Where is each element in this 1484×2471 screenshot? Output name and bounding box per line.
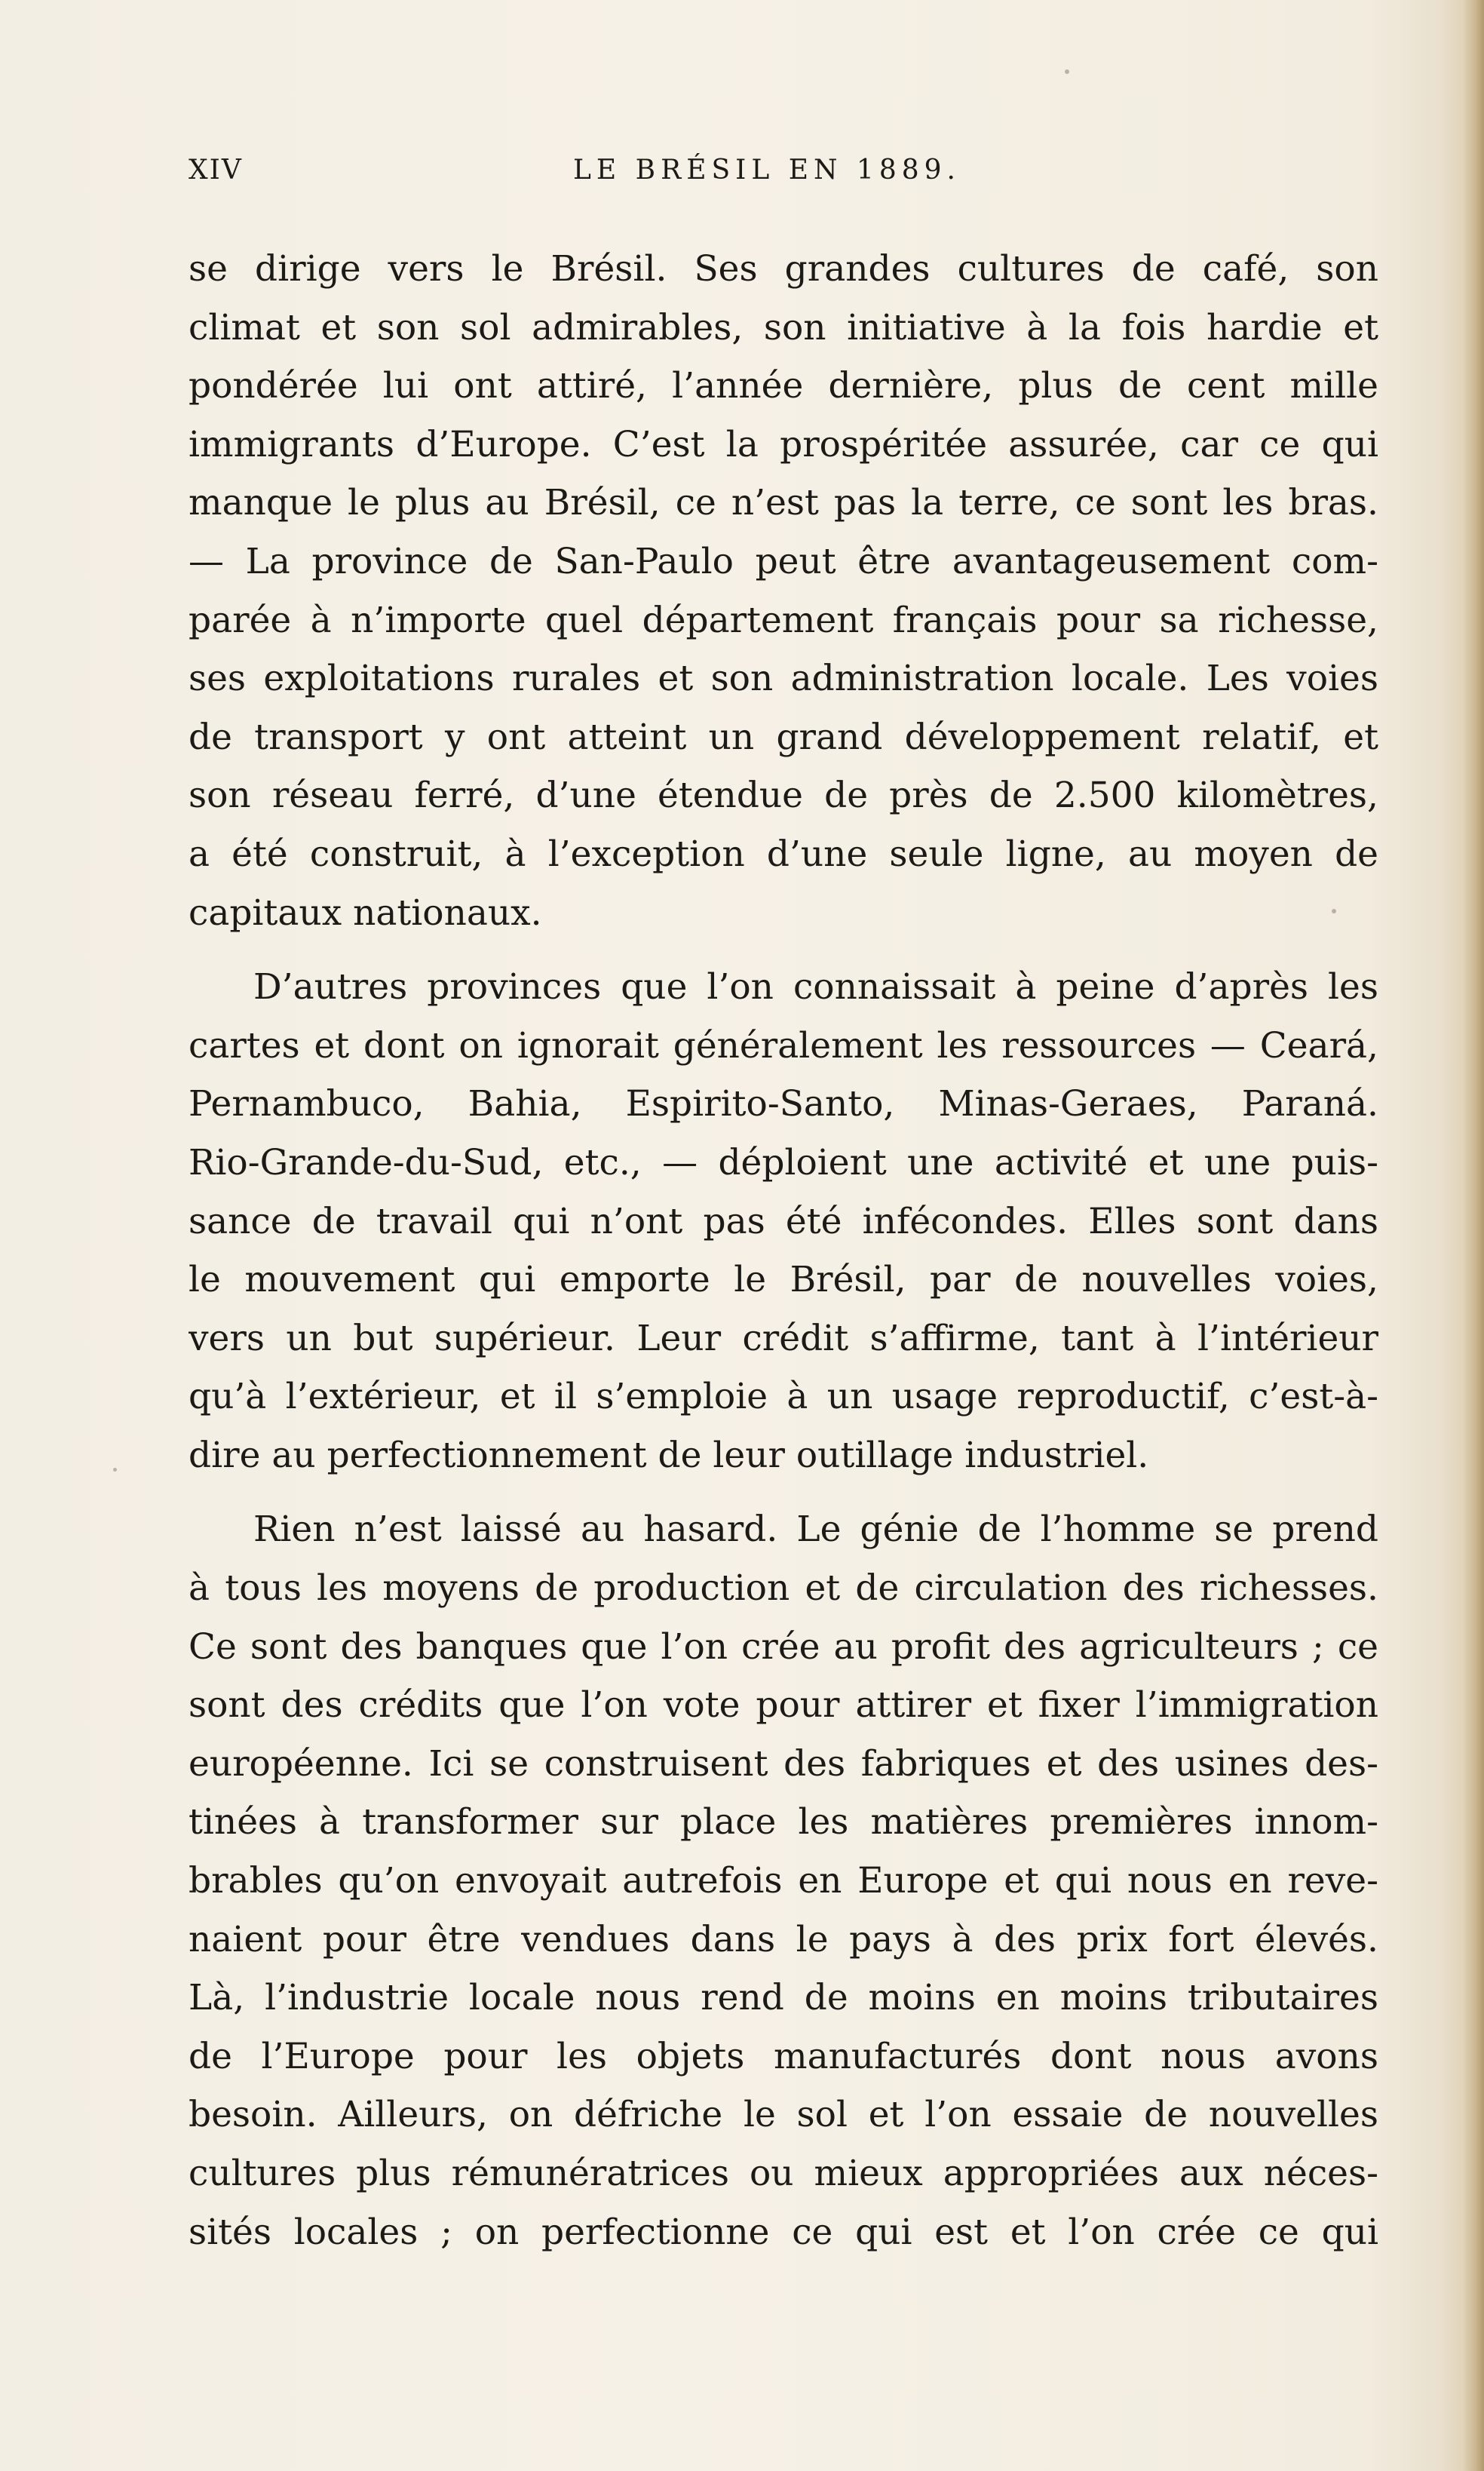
text-line: ses exploitations rurales et son administration locale. Les voies <box>189 658 1378 700</box>
text-line: — La province de San-Paulo peut être avantageusement com- <box>189 540 1378 582</box>
page-number: XIV <box>189 155 243 186</box>
text-line: vers un but supérieur. Leur crédit s’affirme, tant à l’intérieur <box>189 1317 1378 1359</box>
text-line: parée à n’importe quel département français pour sa richesse, <box>189 599 1378 641</box>
text-line: qu’à l’extérieur, et il s’emploie à un usage reproductif, c’est-à- <box>189 1376 1378 1418</box>
paper-speck <box>1332 909 1336 913</box>
text-line: Pernambuco, Bahia, Espirito-Santo, Minas-Geraes, Paraná. <box>189 1083 1378 1125</box>
body-text <box>189 240 1378 2261</box>
text-line: cartes et dont on ignorait généralement les ressources — Ceará, <box>189 1024 1378 1067</box>
paragraph-2 <box>189 958 1378 1484</box>
text-line: Là, l’industrie locale nous rend de moins en moins tributaires <box>189 1977 1378 2019</box>
text-line: à tous les moyens de production et de circulation des richesses. <box>189 1567 1378 1610</box>
text-line: brables qu’on envoyait autrefois en Europe et qui nous en reve- <box>189 1860 1378 1902</box>
text-line: Rio-Grande-du-Sud, etc., — déploient une activité et une puis- <box>189 1141 1378 1183</box>
text-line: Ce sont des banques que l’on crée au profit des agriculteurs ; ce <box>189 1625 1378 1668</box>
text-line: de l’Europe pour les objets manufacturés dont nous avons <box>189 2035 1378 2077</box>
text-line: pondérée lui ont attiré, l’année dernière, plus de cent mille <box>189 365 1378 407</box>
text-line: cultures plus rémunératrices ou mieux appropriées aux néces- <box>189 2153 1378 2194</box>
running-title: LE BRÉSIL EN 1889. <box>573 155 961 186</box>
text-line: Rien n’est laissé au hasard. Le génie de l’homme se prend <box>253 1509 1378 1551</box>
text-line: tinées à transformer sur place les matières premières innom- <box>189 1801 1378 1843</box>
text-line: immigrants d’Europe. C’est la prospéritée assurée, car ce qui <box>189 423 1378 465</box>
text-line: sance de travail qui n’ont pas été infécondes. Elles sont dans <box>189 1200 1378 1242</box>
text-line: manque le plus au Brésil, ce n’est pas la terre, ce sont les bras. <box>189 482 1378 524</box>
paragraph-1 <box>189 240 1378 942</box>
text-line: le mouvement qui emporte le Brésil, par de nouvelles voies, <box>189 1259 1378 1301</box>
paper-speck <box>1065 69 1069 74</box>
running-head <box>189 155 1380 200</box>
text-line: dire au perfectionnement de leur outillage industriel. <box>189 1434 1149 1476</box>
text-line: climat et son sol admirables, son initiative à la fois hardie et <box>189 306 1378 348</box>
text-line: besoin. Ailleurs, on défriche le sol et l’on essaie de nouvelles <box>189 2094 1378 2136</box>
text-line: sont des crédits que l’on vote pour attirer et fixer l’immigration <box>189 1684 1378 1727</box>
text-line: son réseau ferré, d’une étendue de près de 2.500 kilomètres, <box>189 775 1378 817</box>
text-line: de transport y ont atteint un grand développement relatif, et <box>189 716 1378 758</box>
text-line: a été construit, à l’exception d’une seule ligne, au moyen de <box>189 833 1378 875</box>
text-line: capitaux nationaux. <box>189 892 542 934</box>
text-line: européenne. Ici se construisent des fabriques et des usines des- <box>189 1742 1378 1785</box>
paper-speck <box>113 1468 117 1472</box>
text-line: sités locales ; on perfectionne ce qui est et l’on crée ce qui <box>189 2211 1378 2253</box>
page-edge-shadow <box>1463 0 1484 2471</box>
text-line: D’autres provinces que l’on connaissait à peine d’après les <box>253 966 1378 1008</box>
paragraph-3 <box>189 1500 1378 2261</box>
text-line: se dirige vers le Brésil. Ses grandes cultures de café, son <box>189 248 1378 290</box>
text-line: naient pour être vendues dans le pays à des prix fort élevés. <box>189 1918 1378 1960</box>
